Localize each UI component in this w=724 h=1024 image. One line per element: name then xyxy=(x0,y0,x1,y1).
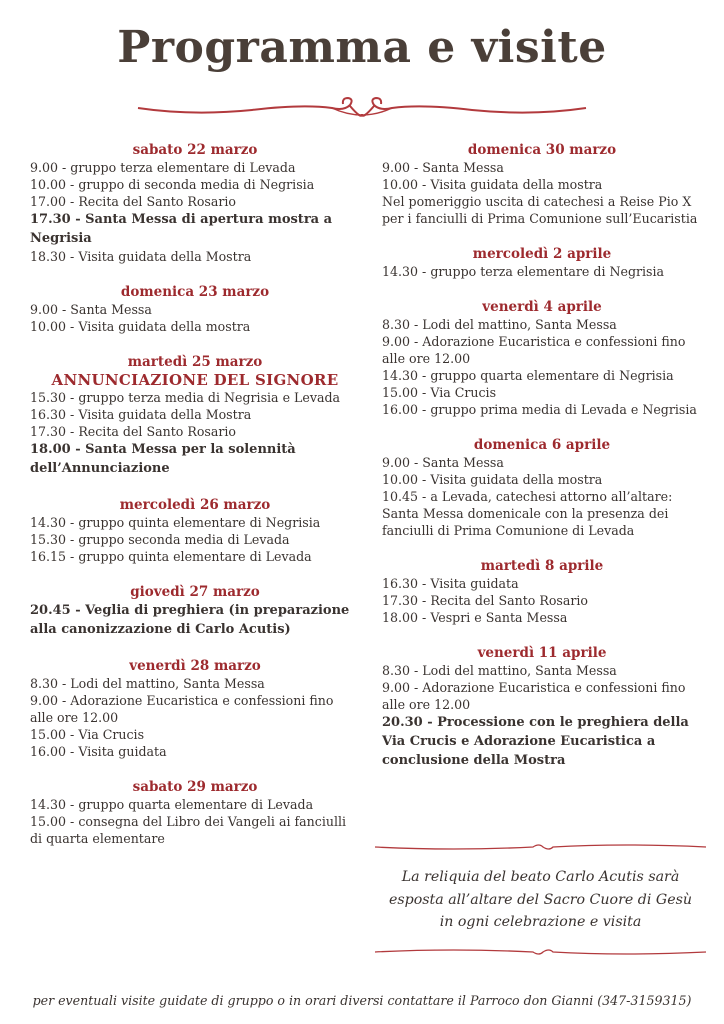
schedule-entry-highlight: 18.00 - Santa Messa per la solennità dell’Annunciazione xyxy=(30,442,296,476)
schedule-entry: 9.00 - Santa Messa xyxy=(382,455,504,470)
schedule-entry: 17.30 - Recita del Santo Rosario xyxy=(382,593,589,608)
relic-note-text xyxy=(373,866,708,934)
schedule-entry: 8.30 - Lodi del mattino, Santa Messa xyxy=(382,663,617,678)
relic-note-line: La reliquia del beato Carlo Acutis sarà xyxy=(401,869,680,885)
schedule-entry-highlight: 17.30 - Santa Messa di apertura mostra a Negrisia xyxy=(30,212,333,246)
relic-note xyxy=(373,836,708,964)
schedule-entry: 16.30 - Visita guidata xyxy=(382,576,519,591)
schedule-entry: 15.00 - Via Crucis xyxy=(30,727,145,742)
schedule-entry: 14.30 - gruppo quarta elementare di Levada xyxy=(30,797,314,812)
schedule-entry: 9.00 - Santa Messa xyxy=(382,160,504,175)
schedule-entry: 18.30 - Visita guidata della Mostra xyxy=(30,249,252,264)
day-block xyxy=(30,779,360,847)
schedule-entry: 10.00 - gruppo di seconda media di Negrisia xyxy=(30,177,315,192)
relic-note-line: esposta all’altare del Sacro Cuore di Gesù xyxy=(388,891,693,908)
day-block xyxy=(30,354,360,478)
schedule-entry: 15.00 - Via Crucis xyxy=(382,385,497,400)
schedule-entry: 16.00 - gruppo prima media di Levada e Negrisia xyxy=(382,402,697,417)
day-title: venerdì 4 aprile xyxy=(482,299,602,315)
schedule-right-column xyxy=(382,142,702,789)
footer-contact-note: per eventuali visite guidate di gruppo o in orari diversi contattare il Parroco don Gianni (347-3159315) xyxy=(32,993,692,1008)
day-title: giovedì 27 marzo xyxy=(130,584,260,600)
day-title: domenica 23 marzo xyxy=(120,284,270,300)
schedule-entry: 16.15 - gruppo quinta elementare di Levada xyxy=(30,549,312,564)
schedule-entry: 15.00 - consegna del Libro dei Vangeli ai fanciulli di quarta elementare xyxy=(30,814,347,846)
relic-note-line: in ogni celebrazione e visita xyxy=(439,914,642,930)
schedule-entry: 15.30 - gruppo seconda media di Levada xyxy=(30,532,290,547)
day-block xyxy=(30,284,360,335)
schedule-entry: 10.00 - Visita guidata della mostra xyxy=(382,177,603,192)
day-title: mercoledì 26 marzo xyxy=(119,497,271,513)
schedule-entry: 18.00 - Vespri e Santa Messa xyxy=(382,610,568,625)
schedule-entry: 10.00 - Visita guidata della mostra xyxy=(30,319,251,334)
schedule-entry: 10.00 - Visita guidata della mostra xyxy=(382,472,603,487)
day-title: mercoledì 2 aprile xyxy=(472,246,612,262)
title-flourish-ornament xyxy=(132,92,592,124)
schedule-entry: 9.00 - gruppo terza elementare di Levada xyxy=(30,160,296,175)
note-top-flourish xyxy=(373,841,708,853)
schedule-entry: 15.30 - gruppo terza media di Negrisia e Levada xyxy=(30,390,341,405)
schedule-entry: 10.45 - a Levada, catechesi attorno all’altare: Santa Messa domenicale con la presenza dei fanciulli di Prima Comunione di Levada xyxy=(382,489,673,538)
day-block xyxy=(30,584,360,639)
schedule-entry: 9.00 - Adorazione Eucaristica e confessioni fino alle ore 12.00 xyxy=(382,334,686,366)
schedule-entry: 17.30 - Recita del Santo Rosario xyxy=(30,424,237,439)
day-title: domenica 30 marzo xyxy=(467,142,617,158)
day-title: martedì 8 aprile xyxy=(480,558,604,574)
day-block xyxy=(30,142,360,265)
schedule-entry: 9.00 - Adorazione Eucaristica e confessioni fino alle ore 12.00 xyxy=(382,680,686,712)
day-block xyxy=(382,299,702,418)
day-block xyxy=(382,246,702,280)
schedule-entry: 14.30 - gruppo quinta elementare di Negrisia xyxy=(30,515,321,530)
day-title: venerdì 28 marzo xyxy=(129,658,261,674)
schedule-left-column xyxy=(30,142,360,866)
day-title: venerdì 11 aprile xyxy=(477,645,607,661)
day-title: martedì 25 marzo xyxy=(127,354,263,370)
note-bottom-flourish xyxy=(373,946,708,958)
page-title: Programma e visite xyxy=(117,22,607,73)
schedule-entry: 14.30 - gruppo terza elementare di Negrisia xyxy=(382,264,665,279)
schedule-entry: 9.00 - Santa Messa xyxy=(30,302,152,317)
schedule-entry-highlight: 20.45 - Veglia di preghiera (in preparazione alla canonizzazione di Carlo Acutis) xyxy=(30,603,350,637)
schedule-entry: 14.30 - gruppo quarta elementare di Negrisia xyxy=(382,368,674,383)
day-title: domenica 6 aprile xyxy=(473,437,611,453)
day-block xyxy=(30,658,360,760)
day-block xyxy=(382,142,702,227)
day-block xyxy=(382,645,702,770)
schedule-entry: 9.00 - Adorazione Eucaristica e confessioni fino alle ore 12.00 xyxy=(30,693,334,725)
day-title: sabato 29 marzo xyxy=(132,779,258,795)
schedule-entry: 8.30 - Lodi del mattino, Santa Messa xyxy=(382,317,617,332)
schedule-entry: 16.30 - Visita guidata della Mostra xyxy=(30,407,252,422)
schedule-entry: Nel pomeriggio uscita di catechesi a Reise Pio X per i fanciulli di Prima Comunione sull’Eucaristia xyxy=(382,194,698,226)
day-subtitle: ANNUNCIAZIONE DEL SIGNORE xyxy=(51,371,339,389)
schedule-entry-highlight: 20.30 - Processione con le preghiera della Via Crucis e Adorazione Eucaristica a conclusione della Mostra xyxy=(382,715,689,768)
schedule-entry: 17.00 - Recita del Santo Rosario xyxy=(30,194,237,209)
schedule-entry: 8.30 - Lodi del mattino, Santa Messa xyxy=(30,676,265,691)
day-block xyxy=(30,497,360,565)
schedule-entry: 16.00 - Visita guidata xyxy=(30,744,167,759)
day-block xyxy=(382,437,702,539)
day-title: sabato 22 marzo xyxy=(132,142,258,158)
day-block xyxy=(382,558,702,626)
